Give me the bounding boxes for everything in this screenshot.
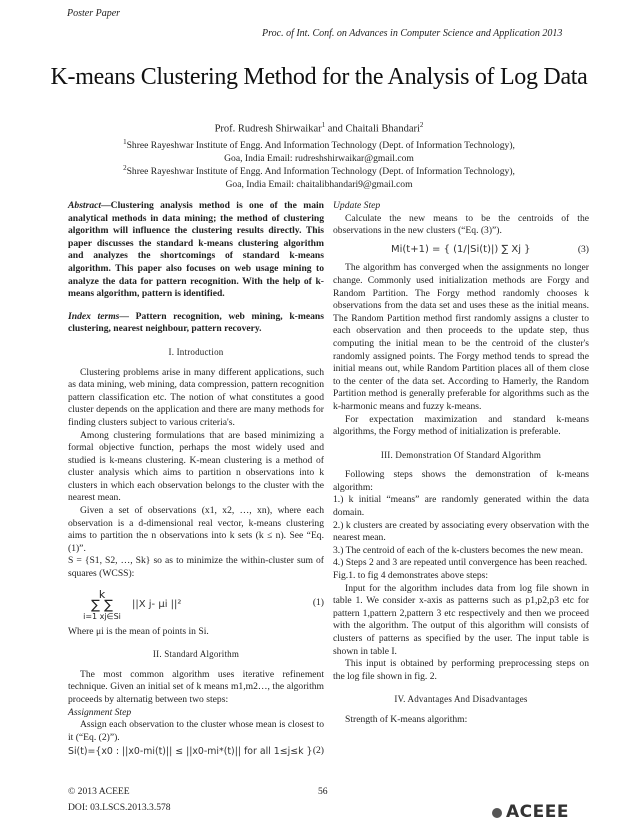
- demonstration-step-2: 2.) k clusters are created by associating every observation with the nearest mean.: [333, 519, 589, 544]
- strength-paragraph: Strength of K-means algorithm:: [345, 713, 468, 725]
- paper-title: K-means Clustering Method for the Analysis of Log Data: [50, 64, 588, 90]
- intro-paragraph-4: S = {S1, S2, …, Sk} so as to minimize the within-cluster sum of squares (WCSS):: [68, 555, 324, 580]
- demonstration-figure-ref: Fig.1. to fig 4 demonstrates above steps:: [333, 570, 489, 582]
- abstract-text: —Clustering analysis method is one of the main analytical methods in data mining; the method of clustering algorithm will influence the clustering results directly. This paper discusses the standard k-means clustering algorithm and analyzes the shortcomings of standard k-means algorithm. This paper also focuses on web usage mining to analyze the data for pattern recognition. With the help of k-means algorithm, pattern is identified.: [68, 200, 324, 300]
- affiliation-2-line1: Shree Rayeshwar Institute of Engg. And Information Technology (Dept. of Information Technology),: [126, 166, 515, 178]
- input-paragraph: Input for the algorithm includes data from log file shown in table 1. We consider x-axis as patterns such as p1,p2,p3 etc for pattern 1,pattern 2,pattern 3 etc respectively and then we proceed with the algorithm. The output of this algorithm will consists of clusters of patterns as specified by the user. The input table is shown in table I.: [333, 582, 589, 657]
- section-heading-advantages: IV. Advantages And Disadvantages: [394, 694, 528, 705]
- index-terms-label: Index terms: [68, 310, 120, 322]
- equation-1-text: ||X j- μi ||²: [132, 598, 182, 610]
- affiliation-1-line1: Shree Rayeshwar Institute of Engg. And Information Technology (Dept. of Information Technology),: [126, 140, 515, 152]
- update-step-label: Update Step: [333, 200, 381, 211]
- abstract-label: Abstract: [68, 200, 102, 211]
- author-line: [40, 121, 598, 135]
- author-2: and Chaitali Bhandari: [325, 123, 420, 135]
- equation-3-text: Mi(t+1) = { (1/|Si(t)|) ∑ Xj }: [391, 243, 531, 255]
- logo-text: ACEEE: [506, 802, 569, 822]
- mean-definition: Where μi is the mean of points in Si.: [68, 625, 209, 637]
- intro-paragraph-2: Among clustering formulations that are based minimizing a formal objective function, perhaps the most widely used and studied is k-means clustering. K-mean clustering is a method of cluster analysis which aims to partition n observations into k clusters in which each observation belongs to the cluster with the nearest mean.: [68, 429, 324, 504]
- aceee-logo: [492, 802, 569, 822]
- affiliation-1: [40, 136, 598, 165]
- running-header-left: Poster Paper: [67, 8, 121, 19]
- footer-doi: DOI: 03.LSCS.2013.3.578: [68, 802, 171, 813]
- page-number: 56: [318, 786, 328, 797]
- author-2-sup: 2: [419, 121, 424, 129]
- footer-copyright: © 2013 ACEEE: [68, 786, 130, 797]
- equation-2: Si(t)={x0 : ||x0-mi(t)|| ≤ ||x0-mi*(t)|| for all 1≤j≤k }: [68, 745, 313, 757]
- assignment-step-text: Assign each observation to the cluster whose mean is closest to it (“Eq. (2)”).: [68, 719, 324, 743]
- demonstration-step-1: 1.) k initial “means” are randomly generated within the data domain.: [333, 494, 589, 519]
- equation-1-number: (1): [312, 596, 324, 608]
- demonstration-intro: Following steps shows the demonstration of k-means algorithm:: [333, 469, 589, 493]
- equation-1-top: k: [98, 587, 106, 601]
- equation-1-bottom: i=1 xj∈Si: [83, 611, 121, 621]
- affiliation-2: [40, 162, 598, 191]
- demonstration-step-3: 3.) The centroid of each of the k-clusters becomes the new mean.: [333, 544, 583, 556]
- equation-1-sigma: ∑ ∑: [91, 597, 113, 613]
- initialization-paragraph: For expectation maximization and standard k-means algorithms, the Forgy method of initialization is preferable.: [333, 413, 589, 438]
- equation-3: [333, 244, 589, 257]
- index-terms: [68, 311, 324, 336]
- update-step-text: Calculate the new means to be the centroids of the observations in the new clusters (“Eq. (3)”).: [333, 212, 589, 237]
- left-column: [68, 200, 324, 759]
- intro-paragraph-3: Given a set of observations (x1, x2, …, xn), where each observation is a d-dimensional real vector, k-means clustering aims to partition the n observations into k sets (k ≤ n). See “Eq. (1)”.: [68, 505, 324, 554]
- index-terms-text: — Pattern recognition, web mining, k-means clustering, nearest neighbour, pattern recovery.: [68, 310, 324, 335]
- affiliation-2-line2: Goa, India Email: chaitalibhandari9@gmail.com: [225, 178, 413, 190]
- author-1: Prof. Rudresh Shirwaikar: [214, 123, 322, 135]
- logo-mark-icon: [492, 808, 502, 818]
- intro-paragraph-1: Clustering problems arise in many different applications, such as data mining, web mining, data compression, pattern recognition pattern classification etc. The notion of what constitutes a good cluster depends on the application and there are many methods for finding clusters subject to various criteria's.: [68, 366, 324, 428]
- section-heading-demonstration: III. Demonstration Of Standard Algorithm: [380, 449, 542, 460]
- equation-1-sum: [72, 589, 132, 622]
- equation-1: [68, 585, 324, 622]
- section-heading-introduction: I. Introduction: [168, 346, 224, 357]
- equation-2-number: (2): [312, 745, 324, 757]
- section-heading-standard-algorithm: II. Standard Algorithm: [152, 649, 240, 660]
- assignment-step-label: Assignment Step: [68, 706, 132, 718]
- equation-3-number: (3): [577, 243, 589, 255]
- right-column: [333, 200, 589, 727]
- author-1-sup: 1: [321, 121, 326, 129]
- running-header-right: Proc. of Int. Conf. on Advances in Computer Science and Application 2013: [262, 28, 563, 39]
- demonstration-step-4: 4.) Steps 2 and 3 are repeated until convergence has been reached.: [333, 557, 588, 569]
- preprocessing-paragraph: This input is obtained by performing preprocessing steps on the log file shown in fig. 2.: [333, 658, 589, 682]
- convergence-paragraph: The algorithm has converged when the assignments no longer change. Commonly used initialization methods are Forgy and Random Partition. The Forgy method randomly chooses k observations from the data set and uses these as the initial means. The Random Partition method first randomly assigns a cluster to each observation and then proceeds to the update step, thus computing the initial mean to be the centroid of the cluster's randomly assigned points. The Forgy method tends to spread the initial means out, while Random Partition places all of them close to the center of the data set. According to Hamerly, the Random Partition method is generally preferable for algorithms such as the k-harmonic means and fuzzy k-means.: [333, 262, 589, 412]
- abstract: [68, 200, 324, 301]
- equation-1-body: [72, 589, 181, 622]
- algorithm-paragraph: The most common algorithm uses iterative refinement technique. Given an initial set of k means m1,m2…, the algorithm proceeds by alternatig between two steps:: [68, 668, 324, 705]
- affiliation-1-line2: Goa, India Email: rudreshshirwaikar@gmail.com: [224, 152, 414, 164]
- affiliation-1-sup: 1: [123, 138, 127, 146]
- affiliation-2-sup: 2: [123, 164, 127, 172]
